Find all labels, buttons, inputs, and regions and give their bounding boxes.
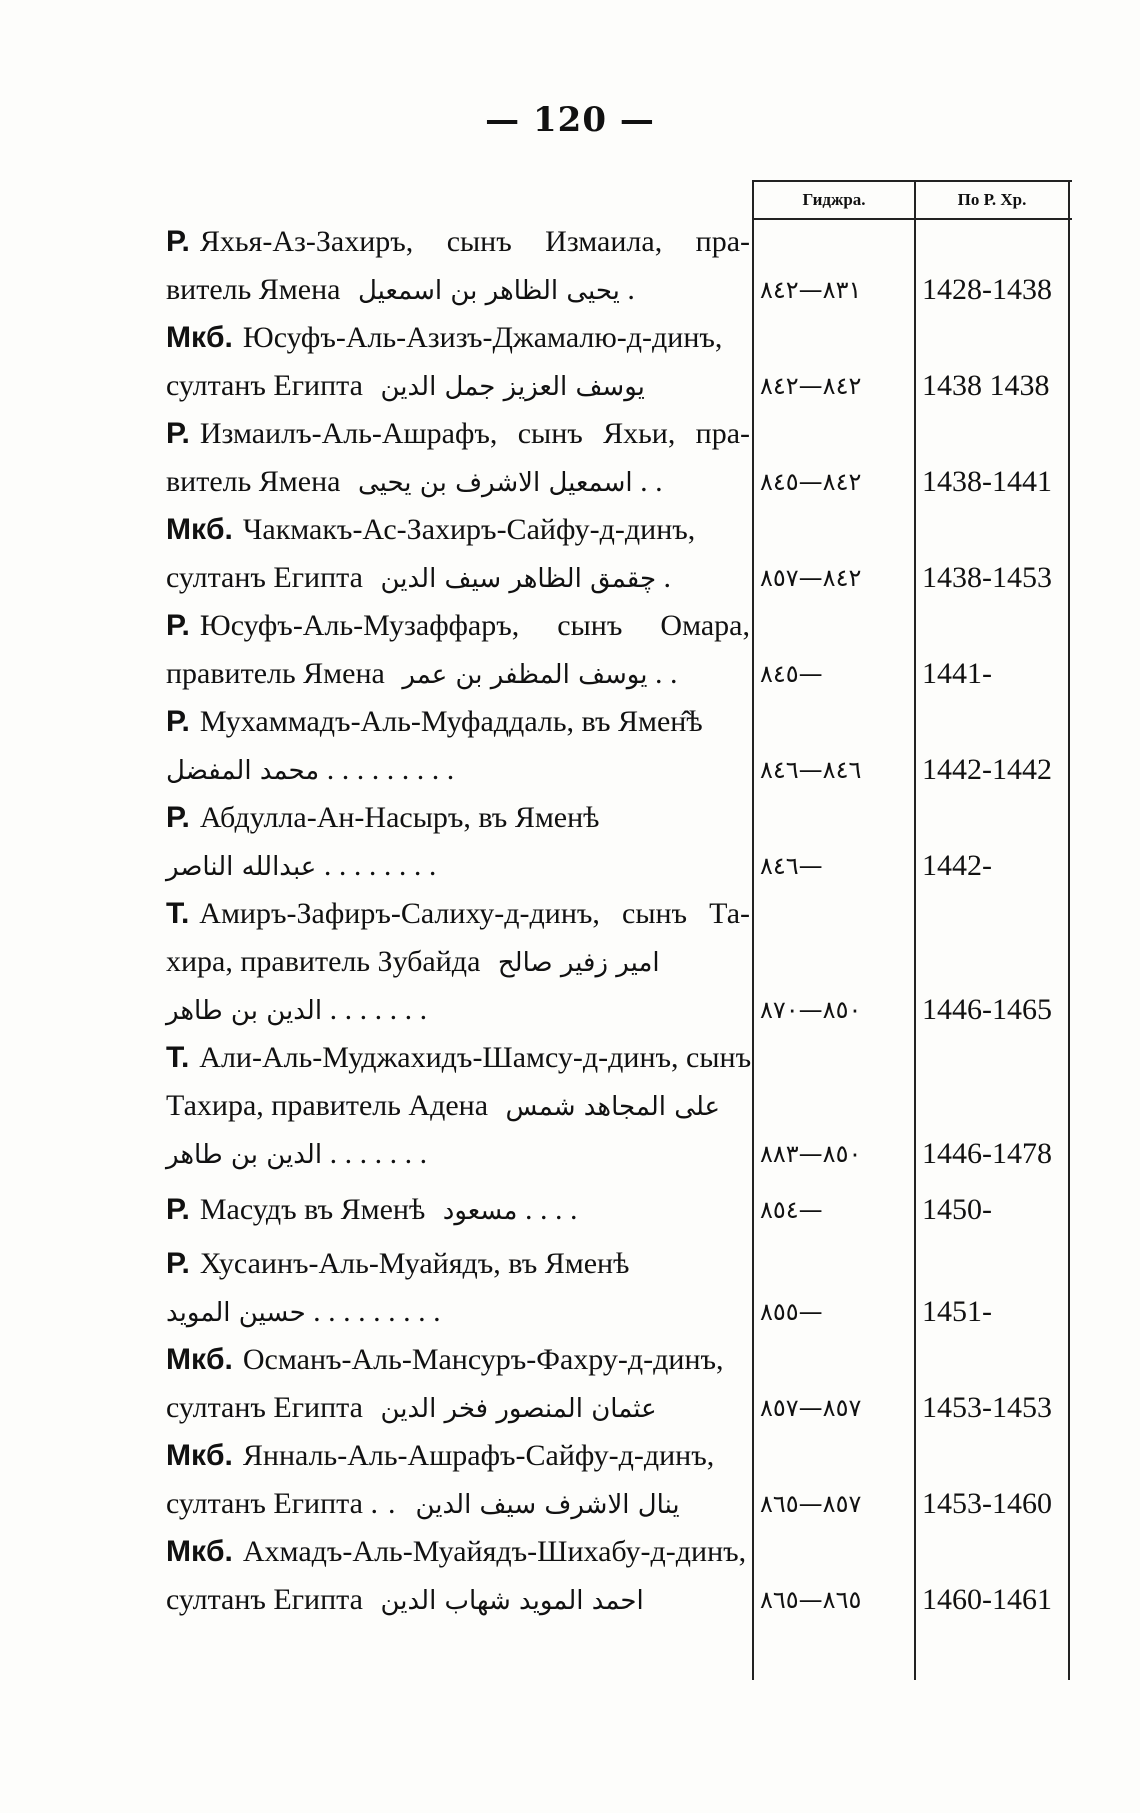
arabic-name: يوسف المظفر بن عمر	[402, 660, 648, 690]
arabic-name: على المجاهد شمس	[505, 1092, 721, 1122]
entry-text: витель Ямена	[166, 465, 348, 498]
entry-text: Юсуфъ-Аль-Музаффаръ, сынъ Омара,	[199, 609, 750, 642]
entry-marker: Р.	[166, 1193, 190, 1226]
hijra-date: ٨٦٥—٨٦٥	[760, 1586, 862, 1614]
entry-text: Янналь-Аль-Ашрафъ-Сайфу-д-динъ,	[242, 1439, 715, 1472]
entry-line	[166, 842, 750, 890]
entry-line	[166, 1288, 750, 1336]
gregorian-date: 1446-1478	[922, 1137, 1052, 1170]
hijra-date: ٨٤٥—	[760, 660, 823, 688]
entry-line	[166, 986, 750, 1034]
gregorian-date: 1451-	[922, 1295, 992, 1328]
entry-text: Али-Аль-Муджахидъ-Шамсу-д-динъ, сынъ	[199, 1041, 752, 1074]
gregorian-date: 1428-1438	[922, 273, 1052, 306]
arabic-name: عبدالله الناصر	[166, 852, 317, 882]
table-header-rule	[752, 218, 1072, 220]
hijra-date: ٨٤٦—	[760, 852, 823, 880]
entry-text: витель Ямена	[166, 273, 348, 306]
hijra-date: ٨٥٤—	[760, 1196, 823, 1224]
entry-marker: Р.	[166, 1247, 190, 1280]
hijra-date: ٨٤٢—٨٥٧	[760, 564, 862, 592]
entry-text: хира, правитель Зубайда	[166, 945, 488, 978]
leader-dots: . . . . . . . . .	[326, 753, 455, 786]
entry-line	[166, 410, 750, 458]
arabic-name: حسين المويد	[166, 1298, 306, 1328]
entry-text: Тахира, правитель Адена	[166, 1089, 496, 1122]
leader-dots: . . . . . . .	[329, 1137, 428, 1170]
entry-line	[166, 1432, 750, 1480]
hijra-date: ٨٥٥—	[760, 1298, 823, 1326]
entry-text: Османъ-Аль-Мансуръ-Фахру-д-динъ,	[242, 1343, 724, 1376]
gregorian-date: 1446-1465	[922, 993, 1052, 1026]
arabic-name: محمد المفضل	[166, 756, 320, 786]
entry-text: Мухаммадъ-Аль-Муфаддаль, въ Ямен̂ѣ	[199, 705, 703, 738]
entry-line	[166, 1240, 750, 1288]
entry-marker: Т.	[166, 1041, 190, 1074]
arabic-name-continued: الدين بن طاهر	[166, 996, 323, 1026]
entry-line	[166, 1130, 750, 1178]
arabic-name: يحيى الظاهر بن اسمعيل	[357, 276, 620, 306]
arabic-name: احمد المويد شهاب الدين	[380, 1586, 644, 1616]
gregorian-date: 1438 1438	[922, 369, 1050, 402]
leader-dots: ..	[370, 1487, 406, 1520]
entry-text: Юсуфъ-Аль-Азизъ-Джамалю-д-динъ,	[242, 321, 723, 354]
entry-line	[166, 266, 750, 314]
column-header-gregorian: По Р. Хр.	[957, 190, 1027, 209]
entry-line	[166, 1034, 750, 1082]
hijra-date: ٨٤٢—٨٤٢	[760, 372, 862, 400]
entry-line	[166, 362, 750, 410]
entry-text: Измаилъ-Аль-Ашрафъ, сынъ Яхьи, пра-	[199, 417, 750, 450]
arabic-name: عثمان المنصور فخر الدين	[380, 1394, 657, 1424]
entry-line	[166, 1336, 750, 1384]
hijra-date: ٨٣١—٨٤٢	[760, 276, 862, 304]
entry-text: султанъ Египта	[166, 1391, 371, 1424]
entry-marker: Мкб.	[166, 1343, 233, 1376]
hijra-date: ٨٥٧—٨٥٧	[760, 1394, 862, 1422]
entry-text: султанъ Египта	[166, 561, 371, 594]
entry-marker: Р.	[166, 801, 190, 834]
entry-marker: Р.	[166, 609, 190, 642]
entry-line	[166, 1186, 750, 1234]
arabic-name: چقمق الظاهر سيف الدين	[380, 564, 657, 594]
gregorian-date: 1442-	[922, 849, 992, 882]
entry-marker: Р.	[166, 225, 190, 258]
hijra-date: ٨٥٧—٨٦٥	[760, 1490, 862, 1518]
entry-line	[166, 458, 750, 506]
entry-marker: Р.	[166, 417, 190, 450]
entry-marker: Мкб.	[166, 321, 233, 354]
entry-marker: Т.	[166, 897, 190, 930]
entry-line	[166, 1384, 750, 1432]
entry-text: Амиръ-Зафиръ-Салиху-д-динъ, сынъ Та-	[199, 897, 750, 930]
arabic-name: اسمعيل الاشرف بن يحيى	[357, 468, 633, 498]
entry-line	[166, 218, 750, 266]
entry-text: султанъ Египта	[166, 1487, 371, 1520]
entry-line	[166, 1480, 750, 1528]
entry-line	[166, 650, 750, 698]
entry-line	[166, 890, 750, 938]
leader-dots: . . . . . . . . .	[313, 1295, 441, 1328]
leader-dots: . . . . . . .	[329, 993, 428, 1026]
gregorian-date: 1438-1453	[922, 561, 1052, 594]
leader-dots: . . . .	[524, 1193, 578, 1226]
leader-dots: .	[663, 561, 672, 594]
entry-marker: Мкб.	[166, 1439, 233, 1472]
leader-dots: . . . . . . . .	[323, 849, 437, 882]
entry-line	[166, 746, 750, 794]
gregorian-date: 1438-1441	[922, 465, 1052, 498]
gregorian-date: 1441-	[922, 657, 992, 690]
gregorian-date: 1453-1453	[922, 1391, 1052, 1424]
entry-marker: Р.	[166, 705, 190, 738]
gregorian-date: 1460-1461	[922, 1583, 1052, 1616]
entry-line	[166, 506, 750, 554]
entry-line	[166, 938, 750, 986]
hijra-date: ٨٥٠—٨٧٠	[760, 996, 862, 1024]
entry-line	[166, 554, 750, 602]
entry-text: султанъ Египта	[166, 369, 371, 402]
entry-text: Масудъ въ Яменѣ	[199, 1193, 433, 1226]
entry-line	[166, 698, 750, 746]
entry-text: Хусаинъ-Аль-Муайядъ, въ Яменѣ	[199, 1247, 630, 1280]
leader-dots: . .	[654, 657, 678, 690]
entry-line	[166, 314, 750, 362]
entry-marker: Мкб.	[166, 513, 233, 546]
entry-line	[166, 1528, 750, 1576]
gregorian-date: 1450-	[922, 1193, 992, 1226]
entry-text: Абдулла-Ан-Насыръ, въ Яменѣ	[199, 801, 600, 834]
column-header-hijra: Гиджра.	[802, 190, 866, 209]
leader-dots: . .	[640, 465, 663, 498]
table-top-rule	[752, 180, 1072, 182]
page-number: — 120 —	[485, 100, 655, 140]
hijra-date: ٨٥٠—٨٨٣	[760, 1140, 862, 1168]
entry-line	[166, 1576, 750, 1624]
gregorian-date: 1453-1460	[922, 1487, 1052, 1520]
leader-dots: .	[627, 273, 635, 306]
hijra-date: ٨٤٢—٨٤٥	[760, 468, 862, 496]
entry-text: султанъ Египта	[166, 1583, 371, 1616]
arabic-name: امير زفير صالح	[497, 948, 660, 978]
arabic-name: ينال الاشرف سيف الدين	[415, 1490, 680, 1520]
table-left-rule	[752, 180, 754, 1680]
arabic-name-continued: الدين بن طاهر	[166, 1140, 323, 1170]
arabic-name: مسعود	[442, 1196, 518, 1226]
entry-marker: Мкб.	[166, 1535, 233, 1568]
entry-line	[166, 1082, 750, 1130]
entry-text: Ахмадъ-Аль-Муайядъ-Шихабу-д-динъ,	[242, 1535, 747, 1568]
entry-text: Чакмакъ-Ас-Захиръ-Сайфу-д-динъ,	[242, 513, 696, 546]
entry-text: Яхья-Аз-Захиръ, сынъ Измаила, пра-	[199, 225, 750, 258]
arabic-name: يوسف العزيز جمل الدين	[380, 372, 645, 402]
gregorian-date: 1442-1442	[922, 753, 1052, 786]
entry-line	[166, 794, 750, 842]
entry-text: правитель Ямена	[166, 657, 393, 690]
hijra-date: ٨٤٦—٨٤٦	[760, 756, 862, 784]
entry-line	[166, 602, 750, 650]
